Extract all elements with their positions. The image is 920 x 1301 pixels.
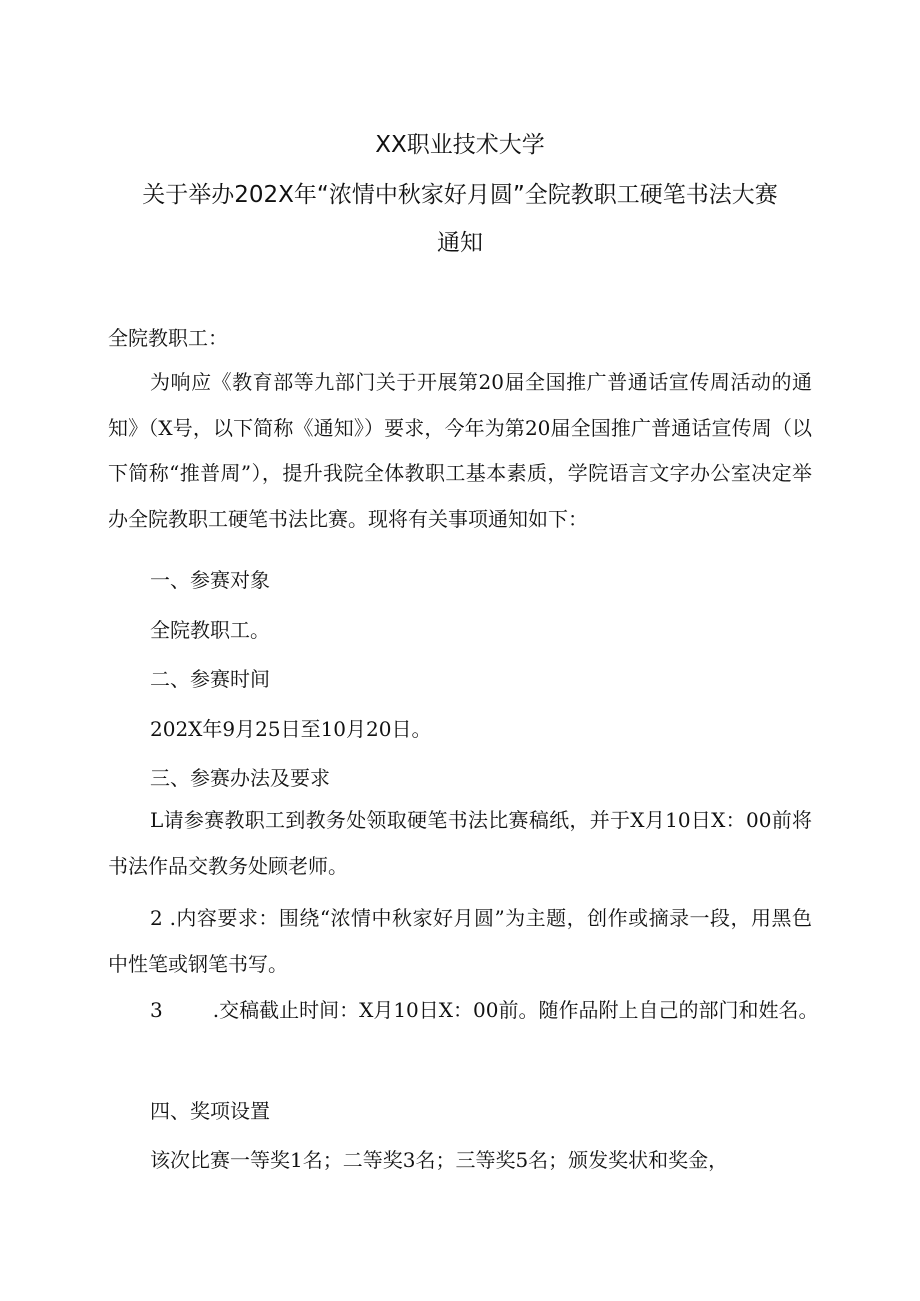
section-content-awards: 该次比赛一等奖1名；二等奖3名；三等奖5名；颁发奖状和奖金，	[150, 1148, 729, 1172]
section-content-participants: 全院教职工。	[150, 618, 270, 642]
notice-title-tail: 通知	[437, 230, 483, 256]
requirement-item-3	[108, 988, 820, 1034]
notice-title: 关于举办202X年“浓情中秋家好月圆”全院教职工硬笔书法大赛	[142, 182, 778, 208]
requirement-item-2: 2 .内容要求：围绕“浓情中秋家好月圆”为主题，创作或摘录一段，用黑色中性笔或钢笔书写。	[108, 906, 812, 976]
salutation: 全院教职工：	[108, 326, 228, 350]
section-heading-awards: 四、奖项设置	[150, 1099, 270, 1123]
requirement-item-1: L请参赛教职工到教务处领取硬笔书法比赛稿纸，并于X月10日X：00前将书法作品交教务处顾老师。	[108, 808, 812, 878]
requirement-item-3-text: .交稿截止时间：X月10日X：00前。随作品附上自己的部门和姓名。	[212, 998, 819, 1022]
school-name: XX职业技术大学	[375, 132, 545, 158]
requirement-item-3-number: 3	[150, 998, 163, 1022]
intro-paragraph: 为响应《教育部等九部门关于开展第20届全国推广普通话宣传周活动的通知》（X号，以下简称《通知》）要求，今年为第20届全国推广普通话宣传周（以下简称“推普周”），提升我院全体教职工基本素质，学院语言文字办公室决定举办全院教职工硬笔书法比赛。现将有关事项通知如下：	[108, 370, 812, 531]
section-heading-time: 二、参赛时间	[150, 667, 270, 691]
section-heading-participants: 一、参赛对象	[150, 568, 270, 592]
section-heading-method: 三、参赛办法及要求	[150, 766, 330, 790]
section-content-time: 202X年9月25日至10月20日。	[150, 717, 432, 741]
